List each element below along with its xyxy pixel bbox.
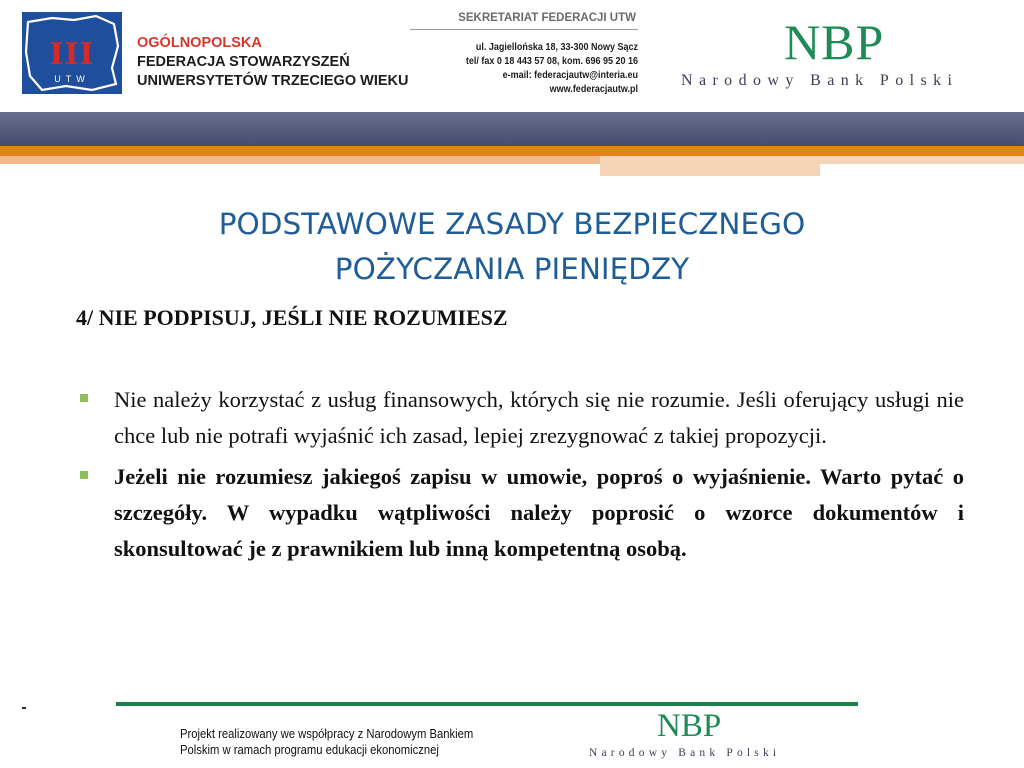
square-bullet-icon <box>80 394 88 402</box>
footer-nbp-logo: NBP <box>657 708 722 744</box>
header-band-peach <box>0 156 600 164</box>
secretariat-address: ul. Jagiellońska 18, 33-300 Nowy Sącz <box>475 42 638 53</box>
federation-line3: UNIWERSYTETÓW TRZECIEGO WIEKU <box>137 73 409 89</box>
slide-title-line1: PODSTAWOWE ZASADY BEZPIECZNEGO <box>218 207 806 241</box>
bullet-text: Nie należy korzystać z usług finansowych, których się nie rozumie. Jeśli oferujący usługi nie chce lub nie potrafi wyjaśnić ich zasad, lepiej zrezygnować z takiej propozycji. <box>114 387 964 448</box>
header-band-peach-right <box>600 156 1024 164</box>
bullet-list <box>78 382 964 572</box>
utw-logo <box>22 12 122 94</box>
footer-line1: Projekt realizowany we współpracy z Narodowym Bankiem <box>180 727 474 741</box>
slide-title-line2: POŻYCZANIA PIENIĘDZY <box>334 252 690 286</box>
slide-subheading: 4/ NIE PODPISUJ, JEŚLI NIE ROZUMIESZ <box>76 305 508 330</box>
square-bullet-icon <box>80 471 88 479</box>
footer-dash <box>22 707 26 709</box>
secretariat-phone: tel/ fax 0 18 443 57 08, kom. 696 95 20 16 <box>465 56 638 67</box>
header-band-peach-tab <box>600 164 820 176</box>
footer-nbp-full-name: Narodowy Bank Polski <box>589 747 781 759</box>
utw-numeral: III <box>49 37 95 72</box>
secretariat-divider <box>410 29 638 30</box>
footer-divider <box>116 702 858 706</box>
secretariat-website: www.federacjautw.pl <box>549 84 638 95</box>
federation-name <box>137 34 408 91</box>
header <box>0 0 1024 112</box>
bullet-text: Jeżeli nie rozumiesz jakiegoś zapisu w umowie, poproś o wyjaśnienie. Warto pytać o szczegóły. W wypadku wątpliwości należy poprosić o wzorce dokumentów i skonsultować je z prawnikiem lub inną kompetentną osobą. <box>114 464 964 561</box>
nbp-full-name: Narodowy Bank Polski <box>681 72 959 89</box>
slide-title <box>60 202 964 292</box>
secretariat-email: e-mail: federacjautw@interia.eu <box>502 70 638 81</box>
header-band-navy <box>0 112 1024 146</box>
utw-sub-label: UTW <box>54 74 90 84</box>
secretariat-title: SEKRETARIAT FEDERACJI UTW <box>458 12 636 24</box>
header-band-orange <box>0 146 1024 156</box>
federation-line2: FEDERACJA STOWARZYSZEŃ <box>137 54 350 70</box>
bullet-item <box>78 382 964 454</box>
bullet-item <box>78 459 964 567</box>
footer-project-note <box>180 726 473 758</box>
federation-line1: OGÓLNOPOLSKA <box>137 35 262 51</box>
footer-line2: Polskim w ramach programu edukacji ekonomicznej <box>180 743 439 757</box>
secretariat-contact <box>422 41 638 97</box>
nbp-logo: NBP <box>784 14 885 70</box>
